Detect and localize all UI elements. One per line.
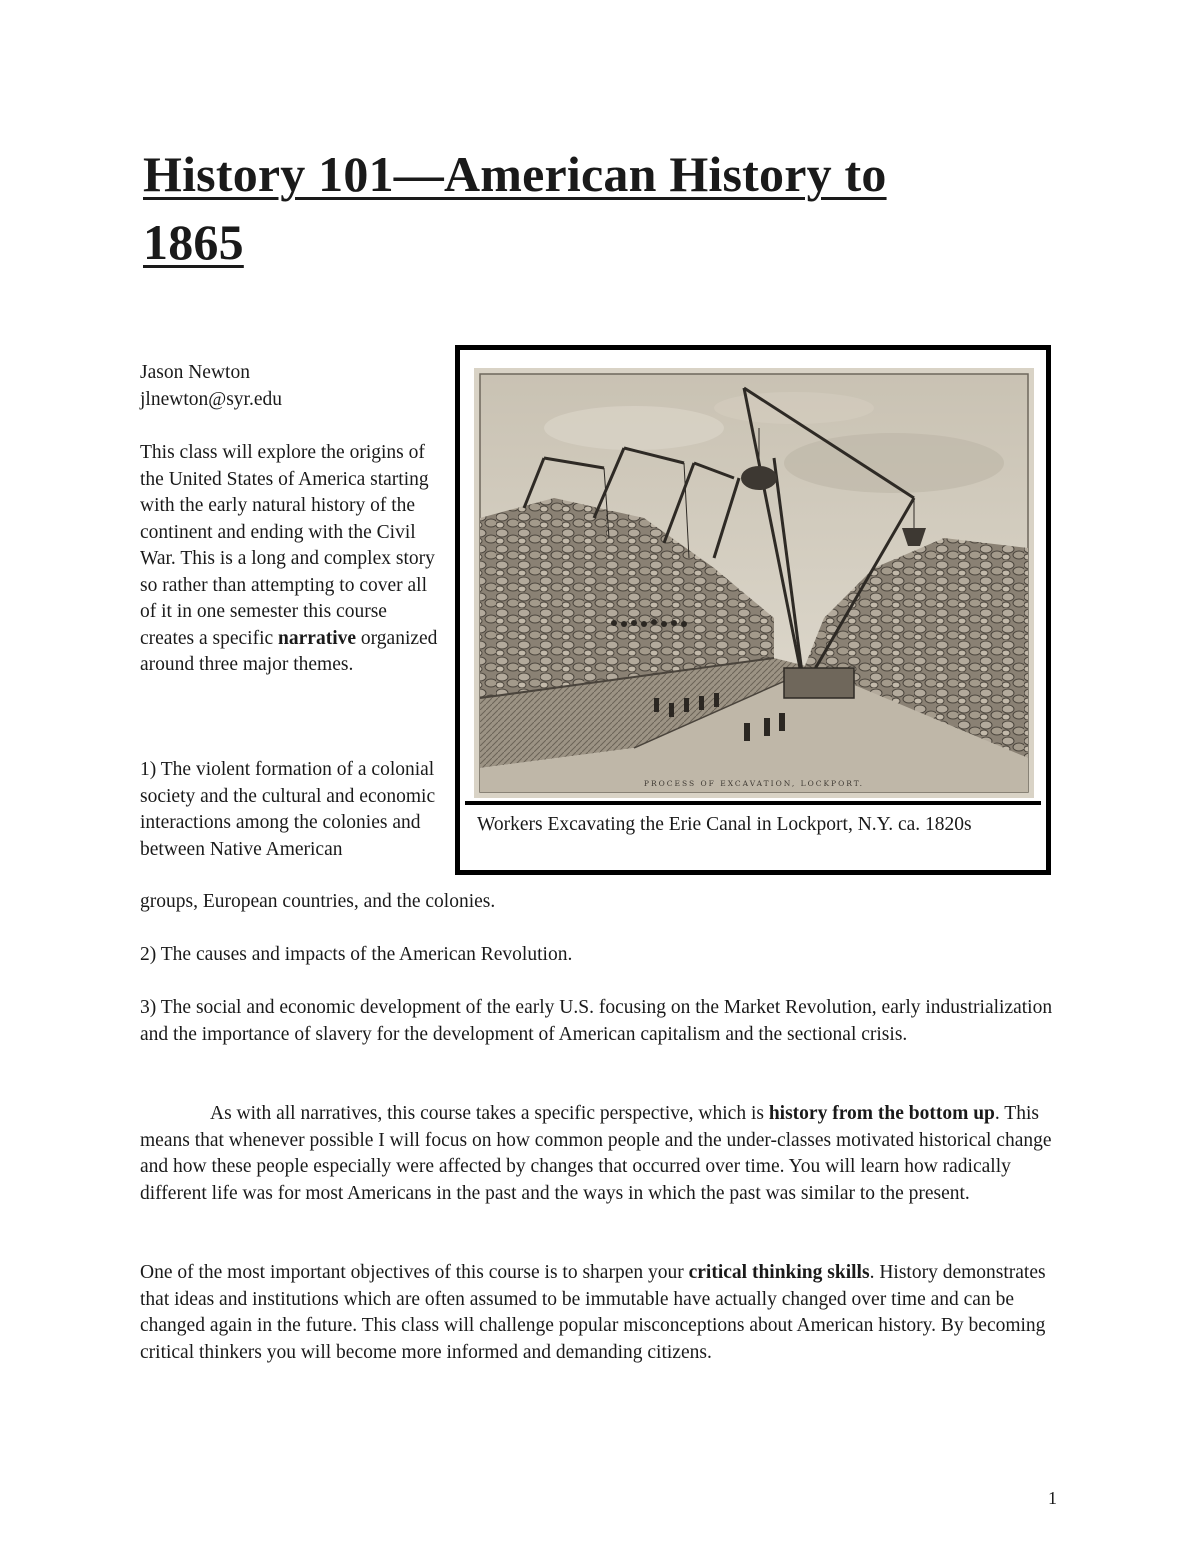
theme-2: 2) The causes and impacts of the American Revolution. [140,944,573,965]
perspective-bold-phrase: history from the bottom up [768,1103,995,1124]
title-line-1: History 101—American History to [143,146,887,202]
objectives-bold-phrase: critical thinking skills [688,1262,870,1283]
engraving-label: PROCESS OF EXCAVATION, LOCKPORT. [643,779,865,788]
page-number: 1 [1048,1488,1057,1508]
theme-1: 1) The violent formation of a colonial society and the cultural and economic interactions among the colonies and between Native American [140,759,436,860]
author-block [140,360,440,413]
intro-text-start: This class will explore the origins of the United States of America starting with the early natural history of the continent and ending with the Civil War. This is a long and complex story so rather than attempting to cover all of it in one semester this course creates a specific [140,442,435,649]
intro-paragraph [140,440,440,679]
objectives-paragraph [140,1260,1060,1366]
perspective-text-end: . This means that whenever possible I will focus on how common people and the under-classes motivated historical change and how these people especially were affected by changes that occurred over time. You will learn how radically different life was for most Americans in the past and the ways in which the past was similar to the present. [140,1103,1052,1204]
author-name: Jason Newton [140,362,250,383]
intro-bold-narrative: narrative [278,627,357,649]
title-line-2: 1865 [143,214,244,270]
objectives-text-start: One of the most important objectives of this course is to sharpen your [140,1262,689,1283]
perspective-text-start: As with all narratives, this course takes a specific perspective, which is [210,1103,769,1124]
theme-3: 3) The social and economic development of the early U.S. focusing on the Market Revolution, early industrialization and the importance of slavery for the development of American capitalism and the sectional crisis. [140,997,1053,1045]
theme-1-continued: groups, European countries, and the colonies. [140,891,496,912]
figure-erie-canal [455,345,1051,875]
document-title [143,140,1043,276]
author-email: jlnewton@syr.edu [140,388,282,410]
intro-text-end: organized around three major themes. [140,627,438,675]
erie-canal-engraving-image [474,368,1034,798]
figure-caption: Workers Excavating the Erie Canal in Lockport, N.Y. ca. 1820s [465,801,1041,870]
perspective-paragraph [140,1101,1060,1207]
objectives-text-end: . History demonstrates that ideas and institutions which are often assumed to be immutable have actually changed over time and can be changed again in the future. This class will challenge popular misconceptions about American history. By becoming critical thinkers you will become more informed and demanding citizens. [140,1262,1046,1363]
